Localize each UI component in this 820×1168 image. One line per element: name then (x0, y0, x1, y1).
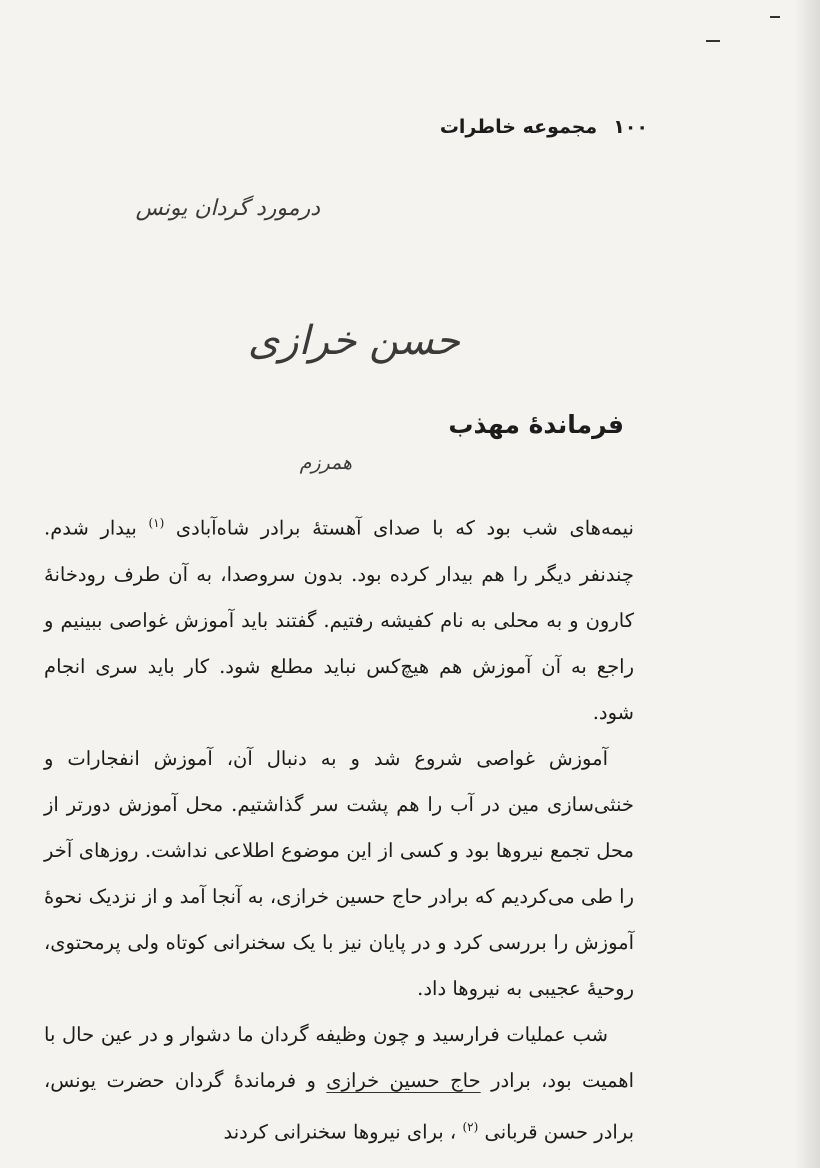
paragraph-3-text-c: ، برای نیروها سخنرانی کردند (223, 1120, 457, 1143)
footnote-marker-1: (۱) (148, 516, 165, 530)
handwritten-note-top: درمورد گردان یونس (135, 196, 320, 221)
underlined-name: حاج حسین خرازی (326, 1068, 481, 1092)
article-title: فرماندهٔ مهذب (448, 410, 624, 439)
handwritten-note-above-title: همرزم (299, 452, 352, 474)
page-header (440, 116, 648, 138)
article-body (44, 500, 634, 1155)
scan-speck (770, 16, 780, 18)
scan-speck (706, 40, 720, 42)
paragraph-3 (44, 1012, 634, 1156)
paragraph-1-text-b: بیدار شدم. چندنفر دیگر را هم بیدار کرده بود. بدون سروصدا، به آن طرف رودخانهٔ کارون و به محلی به نام کفیشه رفتیم. گفتند باید آموزش غواصی ببینیم و راجع به آن آموزش هم هیچ‌کس نباید مطلع شود. کار باید سری انجام شود. (44, 516, 634, 724)
footnote-marker-2: (۲) (462, 1119, 479, 1134)
paragraph-1 (44, 500, 634, 736)
handwritten-name: حسن خرازی (247, 318, 460, 364)
paragraph-2: آموزش غواصی شروع شد و به دنبال آن، آموزش انفجارات و خنثی‌سازی مین در آب را هم پشت سر گذاشتیم. محل آموزش دورتر از محل تجمع نیروها بود و کسی از این موضوع اطلاعی نداشت. روزهای آخر را طی می‌کردیم که برادر حاج حسین خرازی، به آنجا آمد و از نزدیک نحوهٔ آموزش را بررسی کرد و در پایان نیز با یک سخنرانی کوتاه ولی پرمحتوی، روحیهٔ عجیبی به نیروها داد. (44, 746, 634, 1000)
paragraph-1-text-a: نیمه‌های شب بود که با صدای آهستهٔ برادر شاه‌آبادی (175, 516, 634, 540)
paragraph-3-text-b: و فرماندهٔ گردان حضرت یونس، برادر حسن قربانی (44, 1068, 634, 1143)
page-edge-shadow (794, 0, 820, 1168)
page-number: ۱۰۰ (613, 116, 648, 138)
book-title: مجموعه خاطرات (439, 116, 598, 138)
paragraph-3-text-a: شب عملیات فرارسید و چون وظیفه گردان ما دشوار و در عین حال با اهمیت بود، برادر (44, 1022, 634, 1092)
